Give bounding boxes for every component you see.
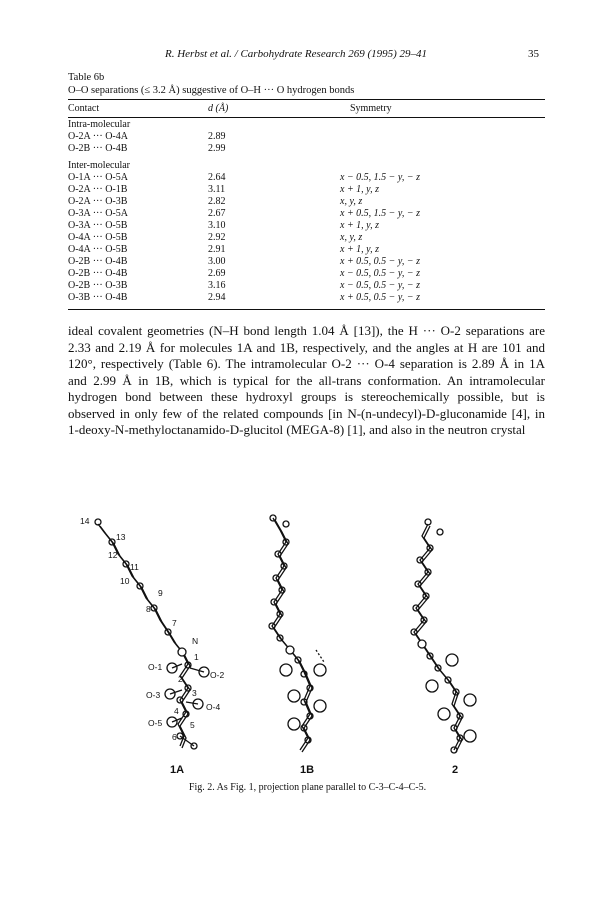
body-line: hydrogen bond between these hydroxyl groups is stereochemically possible, but is — [68, 389, 545, 404]
atom-label: 5 — [190, 720, 195, 730]
table-title: O–O separations (≤ 3.2 Å) suggestive of O–H ··· O hydrogen bonds — [68, 85, 355, 96]
table-bottom-rule — [68, 309, 545, 310]
atom-label: O-4 — [206, 702, 221, 712]
col-header-symmetry: Symmetry — [350, 103, 392, 114]
panel-label-2: 2 — [452, 764, 459, 775]
table-row: O-2A ··· O-4A 2.89 — [68, 131, 226, 142]
atom-label: 14 — [80, 516, 90, 526]
atom-label: 12 — [108, 550, 118, 560]
body-paragraph — [68, 323, 545, 439]
body-line: 120°, respectively (Table 6). The intramolecular O-2 ··· O-4 separation is 2.89 Å in 1A — [68, 356, 545, 371]
atom-label: 1 — [194, 652, 199, 662]
atom-label: N — [192, 636, 199, 646]
running-title: R. Herbst et al. / Carbohydrate Research 269 (1995) 29–41 — [165, 48, 428, 60]
panel-label-1b: 1B — [300, 764, 315, 775]
atom-label: O-2 — [210, 670, 225, 680]
table-row: O-4A ··· O-5B 2.92 x, y, z — [68, 232, 363, 243]
body-line: observed in only few of the related compounds [in N-(n-undecyl)-D-gluconamide [4], in — [68, 405, 545, 421]
body-line: 2.33 and 2.19 Å for molecules 1A and 1B, respectively, and the angles at H are 101 and — [68, 339, 545, 355]
atom-label: 2 — [178, 674, 183, 684]
atom-label: O-3 — [146, 690, 161, 700]
atom-label: 8 — [146, 604, 151, 614]
table-row: O-2B ··· O-4B 3.00 x + 0.5, 0.5 − y, − z — [68, 256, 420, 267]
figure-caption: Fig. 2. As Fig. 1, projection plane parallel to C-3–C-4–C-5. — [188, 782, 427, 793]
table-row: O-3A ··· O-5A 2.67 x + 0.5, 1.5 − y, − z — [68, 208, 420, 219]
molecule-1b — [269, 515, 326, 752]
table-row: O-2B ··· O-4B 2.99 — [68, 143, 226, 154]
table-top-rule — [68, 99, 545, 100]
table-label: Table 6b — [68, 72, 105, 83]
page-number: 35 — [528, 48, 539, 60]
body-line: 1-deoxy-N-methyloctanamido-D-glucitol (MEGA-8) [1], and also in the neutron crystal — [68, 422, 526, 437]
atom-label: O-5 — [148, 718, 163, 728]
table-row: O-2B ··· O-3B 3.16 x − 0.5, 0.5 − y, − z — [68, 280, 420, 291]
molecule-diagram — [68, 510, 545, 775]
table-row: O-4A ··· O-5B 2.91 x + 1, y, z — [68, 244, 379, 255]
table-row: O-1A ··· O-5A 2.64 x − 0.5, 1.5 − y, − z — [68, 172, 420, 183]
table-header-rule — [68, 117, 545, 118]
molecule-2 — [411, 519, 476, 753]
col-header-d: d (Å) — [208, 103, 229, 114]
panel-label-1a: 1A — [170, 764, 185, 775]
panel-labels — [170, 764, 458, 775]
atom-label: 11 — [130, 562, 139, 572]
section-heading: Intra-molecular — [68, 119, 131, 130]
section-heading: Inter-molecular — [68, 160, 130, 171]
table-row: O-3A ··· O-5B 3.10 x + 1, y, z — [68, 220, 379, 231]
col-header-contact: Contact — [68, 103, 100, 114]
atom-label: 6 — [172, 732, 177, 742]
molecule-figure — [68, 510, 545, 775]
atom-label: O-1 — [148, 662, 163, 672]
table-header-row — [68, 103, 545, 115]
atom-label: 13 — [116, 532, 126, 542]
table-row: O-2A ··· O-3B 2.82 x, y, z — [68, 196, 363, 207]
atom-label: 3 — [192, 688, 197, 698]
atom-labels — [80, 516, 224, 742]
body-line: and 2.99 Å in 1B, which is typical for the all-trans conformation. An intramolecular — [68, 372, 545, 388]
atom-label: 10 — [120, 576, 130, 586]
table-row: O-2A ··· O-1B 3.11 x + 1, y, z — [68, 184, 379, 195]
table-row: O-3B ··· O-4B 2.94 x + 0.5, 0.5 − y, − z — [68, 292, 420, 303]
atom-label: 9 — [158, 588, 163, 598]
atom-label: 4 — [174, 706, 179, 716]
body-line: ideal covalent geometries (N–H bond length 1.04 Å [13]), the H ··· O-2 separations are — [68, 323, 545, 338]
table-row: O-2B ··· O-4B 2.69 x − 0.5, 0.5 − y, − z — [68, 268, 420, 279]
atom-label: 7 — [172, 618, 177, 628]
